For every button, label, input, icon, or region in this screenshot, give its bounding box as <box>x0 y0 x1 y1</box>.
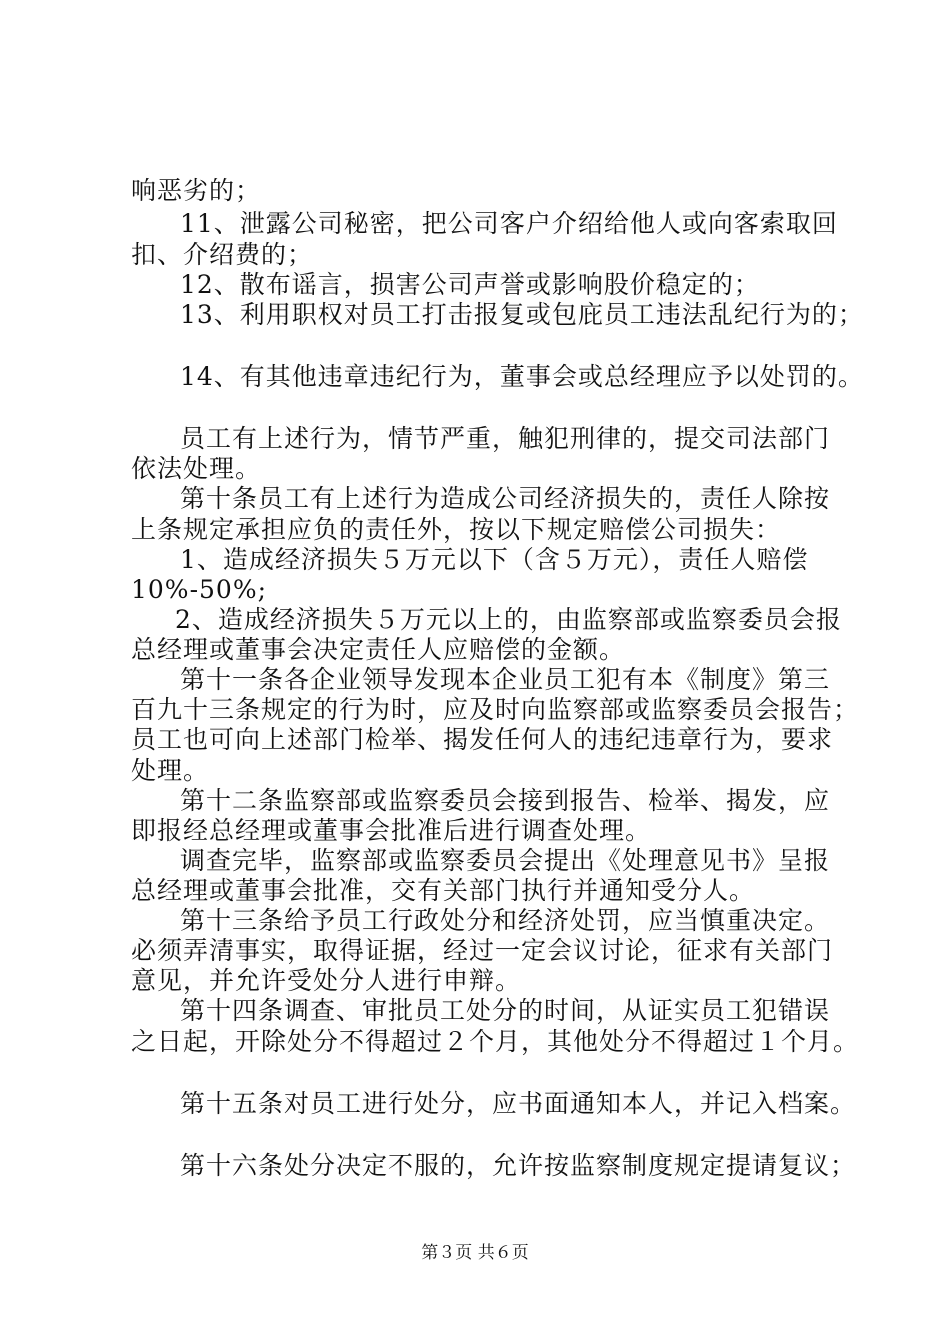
text-line: 11、泄露公司秘密，把公司客户介绍给他人或向客索取回 <box>180 209 838 238</box>
text-line: 第十六条处分决定不服的，允许按监察制度规定提请复议； <box>180 1151 857 1180</box>
text-line: 12、散布谣言，损害公司声誉或影响股价稳定的； <box>180 270 760 299</box>
text-line: 1、造成经济损失５万元以下（含５万元），责任人赔偿 <box>180 545 809 574</box>
text-line: 员工有上述行为，情节严重，触犯刑律的，提交司法部门 <box>180 424 831 453</box>
text-line: 依法处理。 <box>131 454 262 483</box>
page-footer: 第３页 共６页 <box>421 1243 529 1263</box>
text-line: 总经理或董事会决定责任人应赔偿的金额。 <box>131 635 626 664</box>
text-line: 调查完毕，监察部或监察委员会提出《处理意见书》呈报 <box>180 846 831 875</box>
text-line: 扣、介绍费的； <box>131 240 314 269</box>
text-line: 第十条员工有上述行为造成公司经济损失的，责任人除按 <box>180 484 831 513</box>
text-line: 第十二条监察部或监察委员会接到报告、检举、揭发，应 <box>180 786 831 815</box>
text-line: 第十五条对员工进行处分，应书面通知本人，并记入档案。 <box>180 1089 857 1118</box>
text-line: 处理。 <box>131 756 210 785</box>
text-line: 百九十三条规定的行为时，应及时向监察部或监察委员会报告； <box>131 695 860 724</box>
text-line: 必须弄清事实，取得证据，经过一定会议讨论，征求有关部门 <box>131 936 834 965</box>
text-line: 之日起，开除处分不得超过２个月，其他处分不得超过１个月。 <box>131 1027 860 1056</box>
text-line: 第十三条给予员工行政处分和经济处罚，应当慎重决定。 <box>180 906 831 935</box>
text-line: 上条规定承担应负的责任外，按以下规定赔偿公司损失： <box>131 515 782 544</box>
text-line: 意见，并允许受处分人进行申辩。 <box>131 966 522 995</box>
text-line: 即报经总经理或董事会批准后进行调查处理。 <box>131 816 652 845</box>
text-line: 2、造成经济损失５万元以上的，由监察部或监察委员会报 <box>175 605 842 634</box>
text-line: 响恶劣的； <box>131 176 262 205</box>
text-line: 第十四条调查、审批员工处分的时间，从证实员工犯错误 <box>180 996 831 1025</box>
text-line: 14、有其他违章违纪行为，董事会或总经理应予以处罚的。 <box>180 362 864 391</box>
text-line: 总经理或董事会批准，交有关部门执行并通知受分人。 <box>131 876 756 905</box>
text-line: 10%-50%; <box>131 575 268 604</box>
text-line: 13、利用职权对员工打击报复或包庇员工违法乱纪行为的； <box>180 300 864 329</box>
text-line: 第十一条各企业领导发现本企业员工犯有本《制度》第三 <box>180 665 831 694</box>
text-line: 员工也可向上述部门检举、揭发任何人的违纪违章行为，要求 <box>131 725 834 754</box>
